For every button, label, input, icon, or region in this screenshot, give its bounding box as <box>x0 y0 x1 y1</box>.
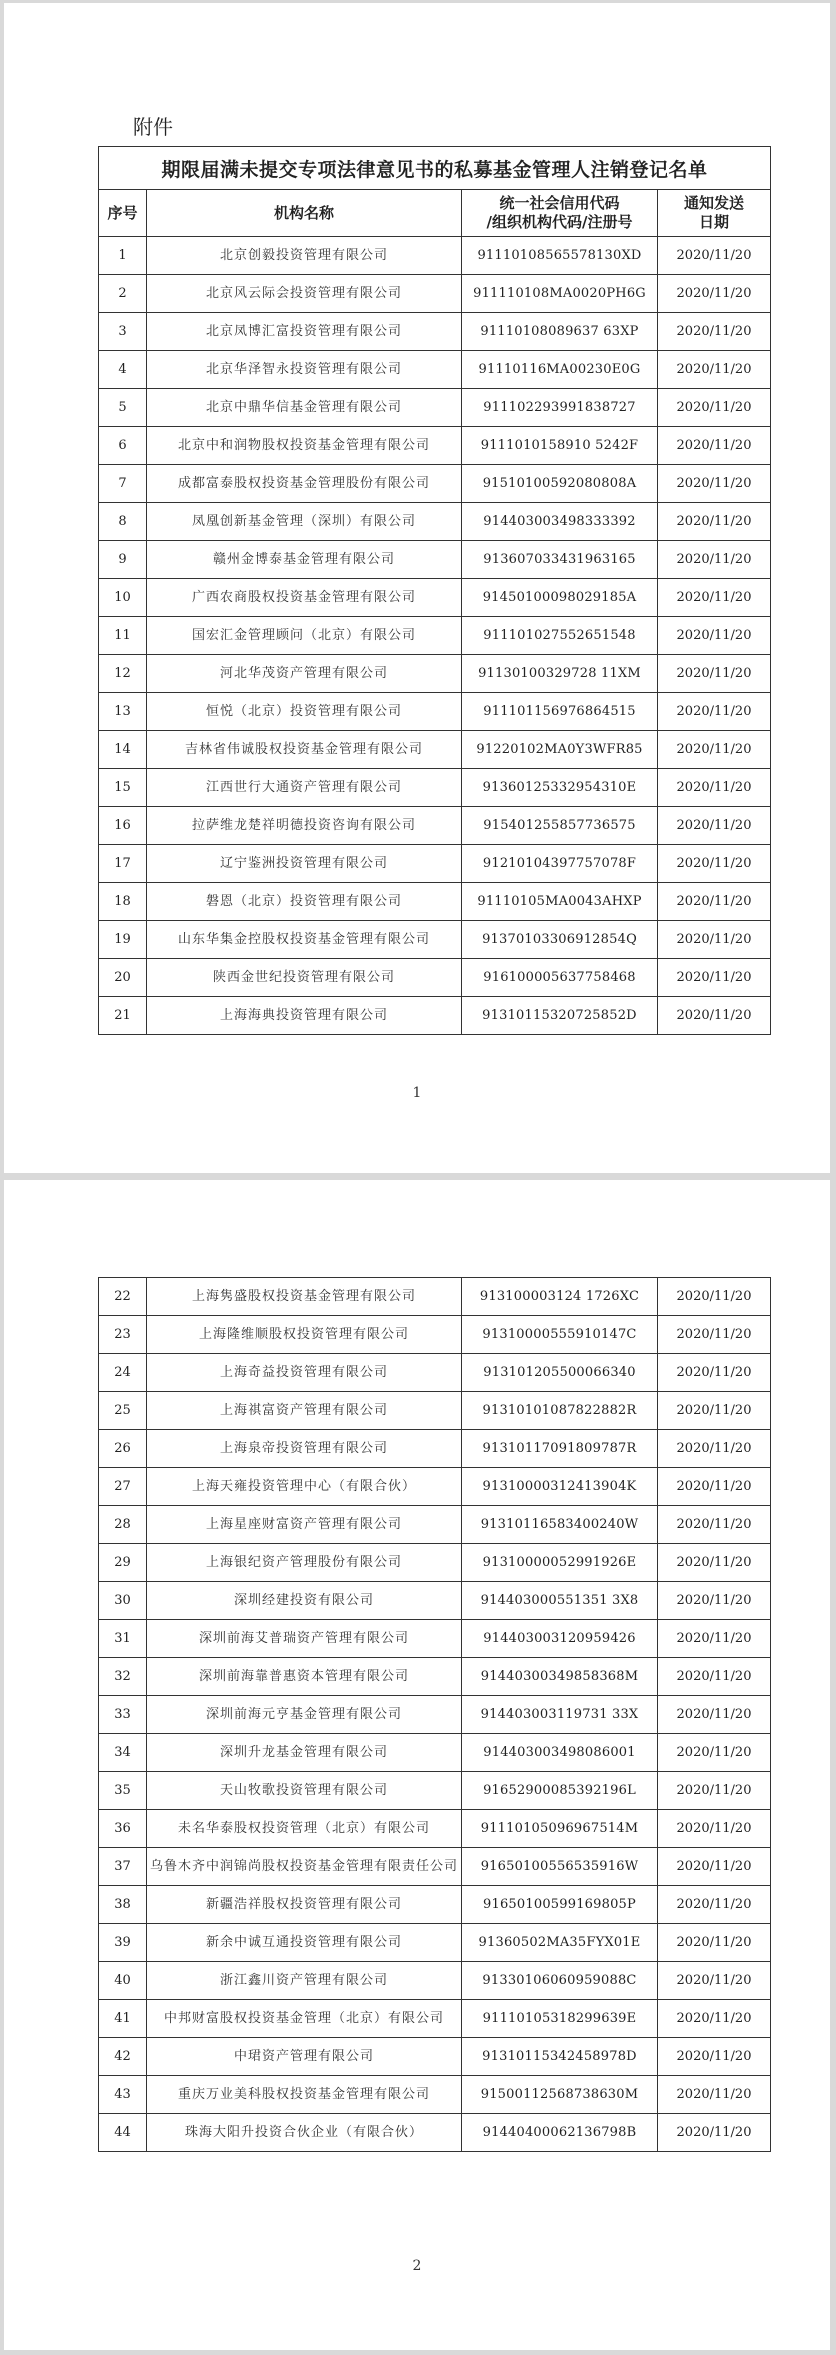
row-credit-code: 911101156976864515 <box>462 693 658 731</box>
row-seq: 7 <box>99 465 147 503</box>
row-institution-name: 吉林省伟诚股权投资基金管理有限公司 <box>147 731 462 769</box>
row-seq: 16 <box>99 807 147 845</box>
table-row <box>99 1392 771 1430</box>
row-notice-date: 2020/11/20 <box>658 579 771 617</box>
row-notice-date: 2020/11/20 <box>658 1430 771 1468</box>
page-number: 2 <box>412 2258 422 2274</box>
row-notice-date: 2020/11/20 <box>658 921 771 959</box>
row-institution-name: 上海隽盛股权投资基金管理有限公司 <box>147 1278 462 1316</box>
table-row <box>99 275 771 313</box>
row-institution-name: 磐恩（北京）投资管理有限公司 <box>147 883 462 921</box>
row-notice-date: 2020/11/20 <box>658 1354 771 1392</box>
row-credit-code: 91650100556535916W <box>462 1848 658 1886</box>
row-credit-code: 91360125332954310E <box>462 769 658 807</box>
row-notice-date: 2020/11/20 <box>658 731 771 769</box>
row-notice-date: 2020/11/20 <box>658 883 771 921</box>
table-row <box>99 655 771 693</box>
page-number: 1 <box>412 1085 422 1101</box>
row-seq: 25 <box>99 1392 147 1430</box>
row-institution-name: 北京风云际会投资管理有限公司 <box>147 275 462 313</box>
row-credit-code: 91360502MA35FYX01E <box>462 1924 658 1962</box>
table-row <box>99 1354 771 1392</box>
row-seq: 36 <box>99 1810 147 1848</box>
row-notice-date: 2020/11/20 <box>658 1582 771 1620</box>
row-credit-code: 911110108MA0020PH6G <box>462 275 658 313</box>
row-seq: 20 <box>99 959 147 997</box>
row-seq: 11 <box>99 617 147 655</box>
row-institution-name: 北京中鼎华信基金管理有限公司 <box>147 389 462 427</box>
row-institution-name: 广西农商股权投资基金管理有限公司 <box>147 579 462 617</box>
row-seq: 42 <box>99 2038 147 2076</box>
table-row <box>99 1620 771 1658</box>
row-credit-code: 914403003119731 33X <box>462 1696 658 1734</box>
table-row <box>99 1658 771 1696</box>
row-institution-name: 浙江鑫川资产管理有限公司 <box>147 1962 462 2000</box>
row-institution-name: 深圳前海靠普惠资本管理有限公司 <box>147 1658 462 1696</box>
row-credit-code: 91130100329728 11XM <box>462 655 658 693</box>
row-credit-code: 911101027552651548 <box>462 617 658 655</box>
row-seq: 19 <box>99 921 147 959</box>
row-credit-code: 91310101087822882R <box>462 1392 658 1430</box>
deregistration-table-page-1 <box>98 146 771 1035</box>
row-credit-code: 9111010158910 5242F <box>462 427 658 465</box>
row-credit-code: 91310000555910147C <box>462 1316 658 1354</box>
table-row <box>99 807 771 845</box>
row-notice-date: 2020/11/20 <box>658 959 771 997</box>
row-notice-date: 2020/11/20 <box>658 1696 771 1734</box>
row-notice-date: 2020/11/20 <box>658 1848 771 1886</box>
row-seq: 44 <box>99 2114 147 2152</box>
row-institution-name: 上海隆维顺股权投资管理有限公司 <box>147 1316 462 1354</box>
row-credit-code: 913101205500066340 <box>462 1354 658 1392</box>
row-institution-name: 乌鲁木齐中润锦尚股权投资基金管理有限责任公司 <box>147 1848 462 1886</box>
row-credit-code: 91310116583400240W <box>462 1506 658 1544</box>
table-row <box>99 1278 771 1316</box>
row-seq: 27 <box>99 1468 147 1506</box>
table-row <box>99 921 771 959</box>
table-row <box>99 427 771 465</box>
row-credit-code: 91310000312413904K <box>462 1468 658 1506</box>
table-row <box>99 1810 771 1848</box>
row-seq: 34 <box>99 1734 147 1772</box>
row-credit-code: 91310117091809787R <box>462 1430 658 1468</box>
row-seq: 10 <box>99 579 147 617</box>
row-credit-code: 914403003498333392 <box>462 503 658 541</box>
row-institution-name: 成都富泰股权投资基金管理股份有限公司 <box>147 465 462 503</box>
row-seq: 41 <box>99 2000 147 2038</box>
row-notice-date: 2020/11/20 <box>658 389 771 427</box>
table-row <box>99 1772 771 1810</box>
row-credit-code: 91110105096967514M <box>462 1810 658 1848</box>
row-institution-name: 上海祺富资产管理有限公司 <box>147 1392 462 1430</box>
table-row <box>99 237 771 275</box>
row-notice-date: 2020/11/20 <box>658 1506 771 1544</box>
row-institution-name: 上海海典投资管理有限公司 <box>147 997 462 1035</box>
row-credit-code: 913607033431963165 <box>462 541 658 579</box>
table-row <box>99 1962 771 2000</box>
row-credit-code: 91110116MA00230E0G <box>462 351 658 389</box>
row-institution-name: 江西世行大通资产管理有限公司 <box>147 769 462 807</box>
table-row <box>99 1468 771 1506</box>
row-notice-date: 2020/11/20 <box>658 313 771 351</box>
row-notice-date: 2020/11/20 <box>658 1962 771 2000</box>
row-credit-code: 91510100592080808A <box>462 465 658 503</box>
row-seq: 5 <box>99 389 147 427</box>
row-credit-code: 91110108089637 63XP <box>462 313 658 351</box>
row-institution-name: 北京华泽智永投资管理有限公司 <box>147 351 462 389</box>
row-credit-code: 914403003120959426 <box>462 1620 658 1658</box>
row-institution-name: 陕西金世纪投资管理有限公司 <box>147 959 462 997</box>
row-institution-name: 深圳前海艾普瑞资产管理有限公司 <box>147 1620 462 1658</box>
row-seq: 4 <box>99 351 147 389</box>
row-seq: 29 <box>99 1544 147 1582</box>
header-code: 统一社会信用代码 /组织机构代码/注册号 <box>462 190 658 237</box>
row-notice-date: 2020/11/20 <box>658 1544 771 1582</box>
row-credit-code: 91110105318299639E <box>462 2000 658 2038</box>
row-notice-date: 2020/11/20 <box>658 541 771 579</box>
table-row <box>99 1582 771 1620</box>
row-notice-date: 2020/11/20 <box>658 1924 771 1962</box>
table-row <box>99 1696 771 1734</box>
row-seq: 17 <box>99 845 147 883</box>
row-institution-name: 上海泉帝投资管理有限公司 <box>147 1430 462 1468</box>
row-notice-date: 2020/11/20 <box>658 1316 771 1354</box>
table-row <box>99 1924 771 1962</box>
row-institution-name: 上海银纪资产管理股份有限公司 <box>147 1544 462 1582</box>
row-seq: 12 <box>99 655 147 693</box>
row-seq: 14 <box>99 731 147 769</box>
table-row <box>99 541 771 579</box>
row-notice-date: 2020/11/20 <box>658 427 771 465</box>
row-notice-date: 2020/11/20 <box>658 503 771 541</box>
row-seq: 43 <box>99 2076 147 2114</box>
row-credit-code: 91440300349858368M <box>462 1658 658 1696</box>
table-row <box>99 579 771 617</box>
table-row <box>99 313 771 351</box>
row-seq: 33 <box>99 1696 147 1734</box>
row-institution-name: 未名华泰股权投资管理（北京）有限公司 <box>147 1810 462 1848</box>
row-notice-date: 2020/11/20 <box>658 655 771 693</box>
row-credit-code: 91310000052991926E <box>462 1544 658 1582</box>
row-seq: 28 <box>99 1506 147 1544</box>
row-credit-code: 915401255857736575 <box>462 807 658 845</box>
row-seq: 40 <box>99 1962 147 2000</box>
row-seq: 39 <box>99 1924 147 1962</box>
row-notice-date: 2020/11/20 <box>658 351 771 389</box>
row-institution-name: 上海星座财富资产管理有限公司 <box>147 1506 462 1544</box>
row-credit-code: 91330106060959088C <box>462 1962 658 2000</box>
row-notice-date: 2020/11/20 <box>658 237 771 275</box>
row-notice-date: 2020/11/20 <box>658 1278 771 1316</box>
document-page-1 <box>4 3 830 1173</box>
row-credit-code: 91110105MA0043AHXP <box>462 883 658 921</box>
table-row <box>99 503 771 541</box>
row-credit-code: 91450100098029185A <box>462 579 658 617</box>
header-name: 机构名称 <box>147 190 462 237</box>
header-seq: 序号 <box>99 190 147 237</box>
row-institution-name: 深圳前海元亨基金管理有限公司 <box>147 1696 462 1734</box>
row-institution-name: 天山牧歌投资管理有限公司 <box>147 1772 462 1810</box>
row-institution-name: 上海奇益投资管理有限公司 <box>147 1354 462 1392</box>
row-institution-name: 拉萨维龙楚祥明德投资咨询有限公司 <box>147 807 462 845</box>
row-notice-date: 2020/11/20 <box>658 1772 771 1810</box>
row-seq: 8 <box>99 503 147 541</box>
row-institution-name: 新余中诚互通投资管理有限公司 <box>147 1924 462 1962</box>
row-seq: 9 <box>99 541 147 579</box>
row-seq: 32 <box>99 1658 147 1696</box>
row-credit-code: 91650100599169805P <box>462 1886 658 1924</box>
table-row <box>99 2000 771 2038</box>
table-row <box>99 1430 771 1468</box>
row-institution-name: 珠海大阳升投资合伙企业（有限合伙） <box>147 2114 462 2152</box>
table-row <box>99 2114 771 2152</box>
row-institution-name: 中邦财富股权投资基金管理（北京）有限公司 <box>147 2000 462 2038</box>
table-row <box>99 2076 771 2114</box>
table-title: 期限届满未提交专项法律意见书的私募基金管理人注销登记名单 <box>99 147 771 190</box>
table-row <box>99 883 771 921</box>
row-notice-date: 2020/11/20 <box>658 617 771 655</box>
table-row <box>99 1848 771 1886</box>
attachment-label: 附件 <box>133 115 173 139</box>
row-institution-name: 赣州金博泰基金管理有限公司 <box>147 541 462 579</box>
row-seq: 24 <box>99 1354 147 1392</box>
row-seq: 38 <box>99 1886 147 1924</box>
row-institution-name: 深圳经建投资有限公司 <box>147 1582 462 1620</box>
row-seq: 23 <box>99 1316 147 1354</box>
row-notice-date: 2020/11/20 <box>658 2076 771 2114</box>
row-credit-code: 91210104397757078F <box>462 845 658 883</box>
row-seq: 1 <box>99 237 147 275</box>
row-institution-name: 北京中和润物股权投资基金管理有限公司 <box>147 427 462 465</box>
row-notice-date: 2020/11/20 <box>658 997 771 1035</box>
row-seq: 31 <box>99 1620 147 1658</box>
row-notice-date: 2020/11/20 <box>658 807 771 845</box>
table-row <box>99 465 771 503</box>
row-seq: 3 <box>99 313 147 351</box>
table-row <box>99 389 771 427</box>
row-credit-code: 911102293991838727 <box>462 389 658 427</box>
row-notice-date: 2020/11/20 <box>658 2000 771 2038</box>
row-institution-name: 山东华集金控股权投资基金管理有限公司 <box>147 921 462 959</box>
table-row <box>99 2038 771 2076</box>
row-seq: 6 <box>99 427 147 465</box>
row-institution-name: 辽宁鉴洲投资管理有限公司 <box>147 845 462 883</box>
row-notice-date: 2020/11/20 <box>658 769 771 807</box>
table-row <box>99 1506 771 1544</box>
row-institution-name: 国宏汇金管理顾问（北京）有限公司 <box>147 617 462 655</box>
deregistration-table-page-2 <box>98 1277 771 2152</box>
row-credit-code: 913100003124 1726XC <box>462 1278 658 1316</box>
row-credit-code: 914403003498086001 <box>462 1734 658 1772</box>
row-seq: 13 <box>99 693 147 731</box>
row-credit-code: 91310115342458978D <box>462 2038 658 2076</box>
row-institution-name: 中珺资产管理有限公司 <box>147 2038 462 2076</box>
row-notice-date: 2020/11/20 <box>658 1392 771 1430</box>
row-seq: 26 <box>99 1430 147 1468</box>
document-page-2 <box>4 1180 830 2350</box>
row-credit-code: 91310115320725852D <box>462 997 658 1035</box>
table-row <box>99 1316 771 1354</box>
row-notice-date: 2020/11/20 <box>658 2114 771 2152</box>
row-credit-code: 91110108565578130XD <box>462 237 658 275</box>
row-seq: 18 <box>99 883 147 921</box>
row-notice-date: 2020/11/20 <box>658 1468 771 1506</box>
row-credit-code: 914403000551351 3X8 <box>462 1582 658 1620</box>
table-row <box>99 693 771 731</box>
table-row <box>99 1544 771 1582</box>
row-notice-date: 2020/11/20 <box>658 465 771 503</box>
table-row <box>99 731 771 769</box>
row-credit-code: 91440400062136798B <box>462 2114 658 2152</box>
row-institution-name: 新疆浩祥股权投资管理有限公司 <box>147 1886 462 1924</box>
row-institution-name: 上海天雍投资管理中心（有限合伙） <box>147 1468 462 1506</box>
table-row <box>99 997 771 1035</box>
row-institution-name: 北京凤博汇富投资管理有限公司 <box>147 313 462 351</box>
row-institution-name: 深圳升龙基金管理有限公司 <box>147 1734 462 1772</box>
table-row <box>99 1886 771 1924</box>
row-seq: 22 <box>99 1278 147 1316</box>
row-institution-name: 恒悦（北京）投资管理有限公司 <box>147 693 462 731</box>
row-seq: 37 <box>99 1848 147 1886</box>
row-notice-date: 2020/11/20 <box>658 1810 771 1848</box>
row-credit-code: 916100005637758468 <box>462 959 658 997</box>
table-header-row <box>99 190 771 237</box>
row-seq: 21 <box>99 997 147 1035</box>
row-notice-date: 2020/11/20 <box>658 1620 771 1658</box>
row-seq: 15 <box>99 769 147 807</box>
row-institution-name: 重庆万业美科股权投资基金管理有限公司 <box>147 2076 462 2114</box>
row-notice-date: 2020/11/20 <box>658 2038 771 2076</box>
row-notice-date: 2020/11/20 <box>658 275 771 313</box>
row-seq: 35 <box>99 1772 147 1810</box>
table-row <box>99 351 771 389</box>
table-row <box>99 769 771 807</box>
row-notice-date: 2020/11/20 <box>658 1658 771 1696</box>
row-credit-code: 91220102MA0Y3WFR85 <box>462 731 658 769</box>
table-row <box>99 959 771 997</box>
row-institution-name: 凤凰创新基金管理（深圳）有限公司 <box>147 503 462 541</box>
row-credit-code: 91652900085392196L <box>462 1772 658 1810</box>
table-row <box>99 1734 771 1772</box>
row-notice-date: 2020/11/20 <box>658 1886 771 1924</box>
row-credit-code: 91500112568738630M <box>462 2076 658 2114</box>
table-row <box>99 617 771 655</box>
table-row <box>99 845 771 883</box>
header-date: 通知发送 日期 <box>658 190 771 237</box>
row-institution-name: 河北华茂资产管理有限公司 <box>147 655 462 693</box>
row-institution-name: 北京创毅投资管理有限公司 <box>147 237 462 275</box>
row-notice-date: 2020/11/20 <box>658 693 771 731</box>
row-notice-date: 2020/11/20 <box>658 1734 771 1772</box>
row-seq: 2 <box>99 275 147 313</box>
row-notice-date: 2020/11/20 <box>658 845 771 883</box>
row-seq: 30 <box>99 1582 147 1620</box>
row-credit-code: 91370103306912854Q <box>462 921 658 959</box>
